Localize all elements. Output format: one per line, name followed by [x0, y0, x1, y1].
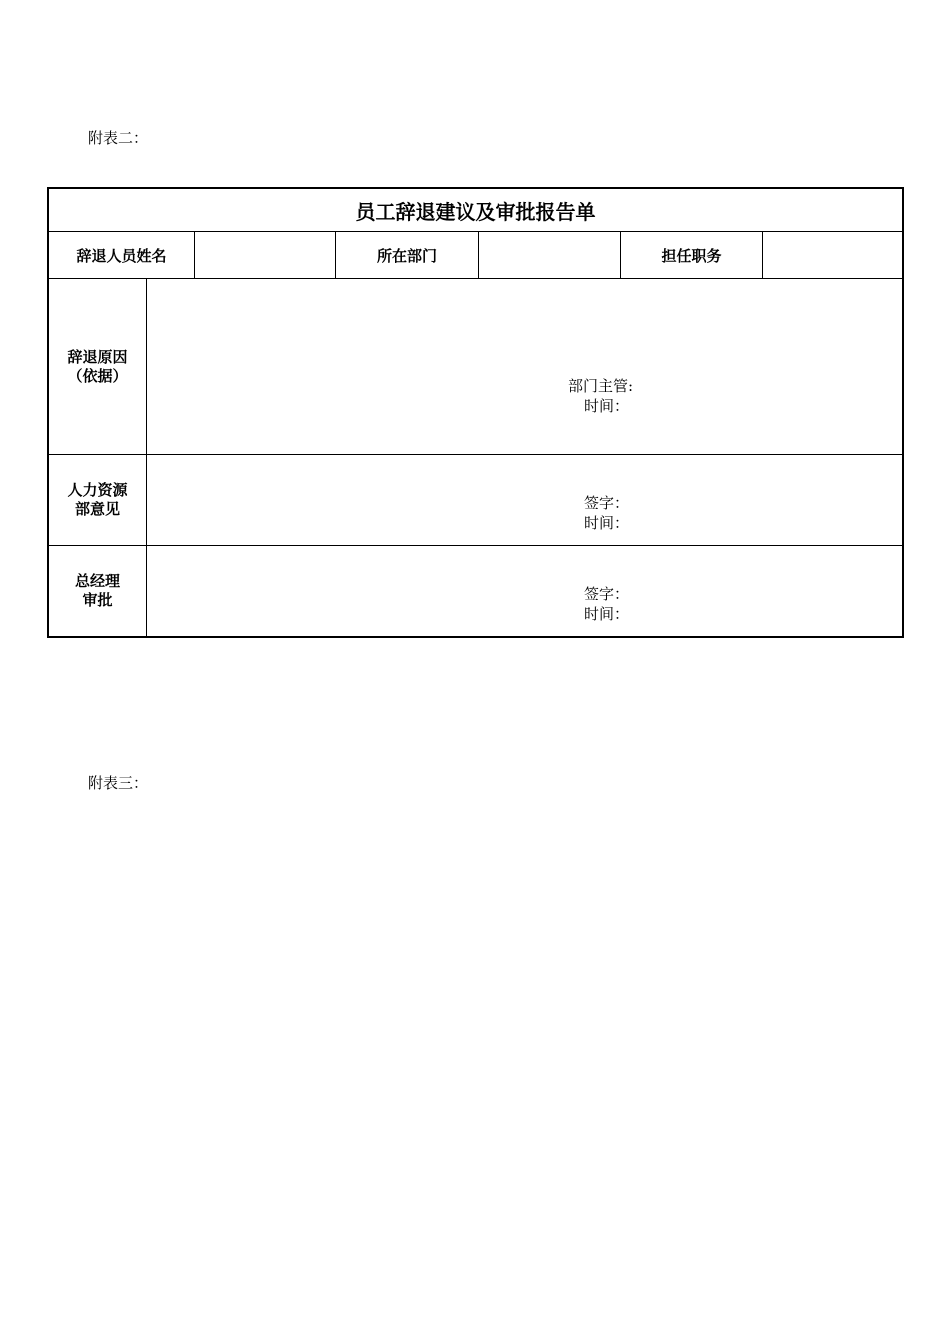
- gm-approval-content[interactable]: [147, 546, 902, 636]
- hr-label-line1: 人力资源: [67, 481, 128, 499]
- gm-signature-block: [584, 584, 629, 624]
- position-label: 担任职务: [621, 232, 763, 279]
- department-label: 所在部门: [336, 232, 479, 279]
- appendix-2-label: 附表二：: [88, 129, 149, 147]
- dismissal-approval-form: [47, 187, 904, 638]
- hr-sign-label: 签字：: [584, 494, 630, 512]
- hr-opinion-label: [49, 455, 147, 546]
- name-label: 辞退人员姓名: [49, 232, 195, 279]
- gm-sign-label: 签字：: [584, 585, 630, 603]
- reason-label-line1: 辞退原因: [67, 347, 128, 366]
- appendix-3-label: 附表三：: [88, 774, 149, 792]
- hr-opinion-content[interactable]: [147, 455, 902, 546]
- form-title: 员工辞退建议及审批报告单: [49, 189, 902, 232]
- gm-label-line2: 审批: [82, 591, 113, 609]
- hr-label-line2: 部意见: [74, 500, 120, 518]
- department-value-cell[interactable]: [479, 232, 621, 279]
- gm-approval-label: [49, 546, 147, 636]
- reason-content[interactable]: [147, 279, 902, 455]
- gm-time-label: 时间：: [584, 605, 630, 623]
- supervisor-label: 部门主管:: [568, 377, 634, 395]
- reason-label: [49, 279, 147, 455]
- hr-signature-block: [584, 493, 629, 533]
- reason-label-line2: （依据）: [67, 366, 128, 385]
- hr-time-label: 时间：: [584, 514, 630, 532]
- reason-time-label: 时间：: [584, 397, 630, 415]
- name-value-cell[interactable]: [195, 232, 336, 279]
- position-value-cell[interactable]: [763, 232, 902, 279]
- gm-label-line1: 总经理: [74, 572, 120, 590]
- supervisor-signature-block: [568, 376, 633, 416]
